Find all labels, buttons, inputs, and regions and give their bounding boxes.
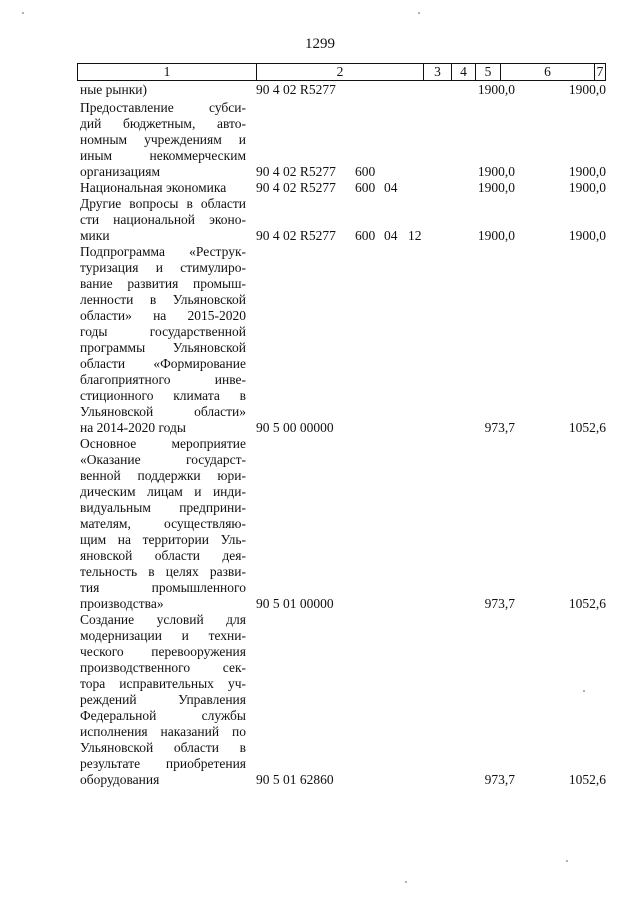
- row-name-line: мателям, осуществляю-: [80, 516, 246, 531]
- row-name-line: тия промышленного: [80, 580, 246, 595]
- row-col-3: 600: [355, 180, 376, 195]
- header-col-3: 3: [434, 64, 441, 79]
- row-name-line: годы государственной: [80, 324, 246, 339]
- row-name: [80, 82, 246, 98]
- row-code: 90 4 02 R5277: [256, 228, 336, 243]
- row-value-7: 1900,0: [568, 228, 606, 243]
- row-name-line: Создание условий для: [80, 612, 246, 627]
- row-code: 90 4 02 R5277: [256, 164, 336, 179]
- row-name-line: венной поддержки юри-: [80, 468, 246, 483]
- row-name-line: благоприятного инве-: [80, 372, 246, 387]
- row-name-line: Национальная экономика: [80, 180, 227, 195]
- table-row: [0, 82, 640, 98]
- row-name-line: производства»: [80, 596, 164, 611]
- row-name-line: щим на территории Уль-: [80, 532, 246, 547]
- row-value-6: 1900,0: [477, 164, 515, 179]
- row-value-7: 1052,6: [568, 772, 606, 787]
- row-value-7: 1052,6: [568, 420, 606, 435]
- header-col-1: 1: [163, 64, 171, 79]
- row-name-line: ческого перевооружения: [80, 644, 246, 659]
- row-name: [80, 180, 246, 196]
- row-name-line: туризация и стимулиро-: [80, 260, 246, 275]
- table-row: [0, 436, 640, 612]
- row-value-6: 973,7: [484, 596, 515, 611]
- row-name-line: яновской области дея-: [80, 548, 246, 563]
- row-name-line: области «Формирование: [80, 356, 246, 371]
- row-value-7: 1900,0: [568, 82, 606, 97]
- row-name-line: вание развития промыш-: [80, 276, 246, 291]
- table-row: [0, 196, 640, 244]
- row-name-line: организациям: [80, 164, 161, 179]
- row-name-line: на 2014-2020 годы: [80, 420, 186, 435]
- row-name: [80, 196, 246, 244]
- row-name-line: «Оказание государст-: [80, 452, 246, 467]
- row-col-3: 600: [355, 164, 376, 179]
- row-name-line: Ульяновской области в: [80, 740, 246, 755]
- row-name-line: реждений Управления: [80, 692, 246, 707]
- row-code: 90 5 01 62860: [256, 772, 334, 787]
- row-name-line: видуальным предприни-: [80, 500, 246, 515]
- scan-speck: [566, 860, 568, 862]
- row-name-line: результате приобретения: [80, 756, 246, 771]
- row-name-line: программы Ульяновской: [80, 340, 246, 355]
- row-name-line: области» на 2015-2020: [80, 308, 246, 323]
- row-name-line: модернизации и техни-: [80, 628, 246, 643]
- row-name-line: Основное мероприятие: [80, 436, 246, 451]
- page-number: 1299: [305, 36, 335, 52]
- row-name-line: производственного сек-: [80, 660, 246, 675]
- scan-speck: [22, 12, 24, 14]
- row-value-6: 1900,0: [477, 228, 515, 243]
- row-code: 90 4 02 R5277: [256, 180, 336, 195]
- row-name: [80, 436, 246, 612]
- scan-speck: [418, 12, 420, 14]
- row-col-3: 600: [355, 228, 376, 243]
- table-row: [0, 612, 640, 788]
- row-value-7: 1900,0: [568, 164, 606, 179]
- row-name-line: дий бюджетным, авто-: [80, 116, 246, 131]
- row-name-line: мики: [80, 228, 110, 243]
- row-name-line: Ульяновской области»: [80, 404, 246, 419]
- table-row: [0, 100, 640, 180]
- row-col-4: 04: [384, 180, 398, 195]
- row-value-6: 1900,0: [477, 82, 515, 97]
- table-header: [77, 63, 606, 81]
- row-name-line: Предоставление субси-: [80, 100, 246, 115]
- row-name-line: дическим лицам и инди-: [80, 484, 246, 499]
- row-name-line: оборудования: [80, 772, 160, 787]
- row-name-line: Федеральной службы: [80, 708, 246, 723]
- table-row: [0, 244, 640, 436]
- row-name: [80, 612, 246, 788]
- row-name-line: стиционного климата в: [80, 388, 246, 403]
- row-name-line: Другие вопросы в области: [80, 196, 246, 211]
- row-value-6: 973,7: [484, 772, 515, 787]
- row-name-line: тора исправительных уч-: [80, 676, 246, 691]
- header-col-7: 7: [596, 64, 604, 79]
- row-name-line: сти национальной эконо-: [80, 212, 246, 227]
- row-value-7: 1052,6: [568, 596, 606, 611]
- row-col-5: 12: [408, 228, 422, 243]
- row-col-4: 04: [384, 228, 398, 243]
- header-col-5: 5: [484, 64, 492, 79]
- row-name-line: ленности в Ульяновской: [80, 292, 246, 307]
- row-code: 90 4 02 R5277: [256, 82, 336, 97]
- row-name: [80, 244, 246, 436]
- row-value-7: 1900,0: [568, 180, 606, 195]
- scan-speck: [583, 690, 585, 692]
- row-name: [80, 100, 246, 180]
- scan-speck: [405, 881, 407, 883]
- table-row: [0, 180, 640, 196]
- row-value-6: 973,7: [484, 420, 515, 435]
- row-name-line: ные рынки): [80, 82, 147, 97]
- row-code: 90 5 00 00000: [256, 420, 334, 435]
- row-value-6: 1900,0: [477, 180, 515, 195]
- row-name-line: иным некоммерческим: [80, 148, 246, 163]
- row-name-line: исполнения наказаний по: [80, 724, 246, 739]
- row-code: 90 5 01 00000: [256, 596, 334, 611]
- header-col-4: 4: [460, 64, 467, 79]
- row-name-line: Подпрограмма «Реструк-: [80, 244, 246, 259]
- row-name-line: номным учреждениям и: [80, 132, 246, 147]
- header-col-2: 2: [336, 64, 344, 79]
- row-name-line: тельность в целях разви-: [80, 564, 246, 579]
- header-col-6: 6: [544, 64, 551, 79]
